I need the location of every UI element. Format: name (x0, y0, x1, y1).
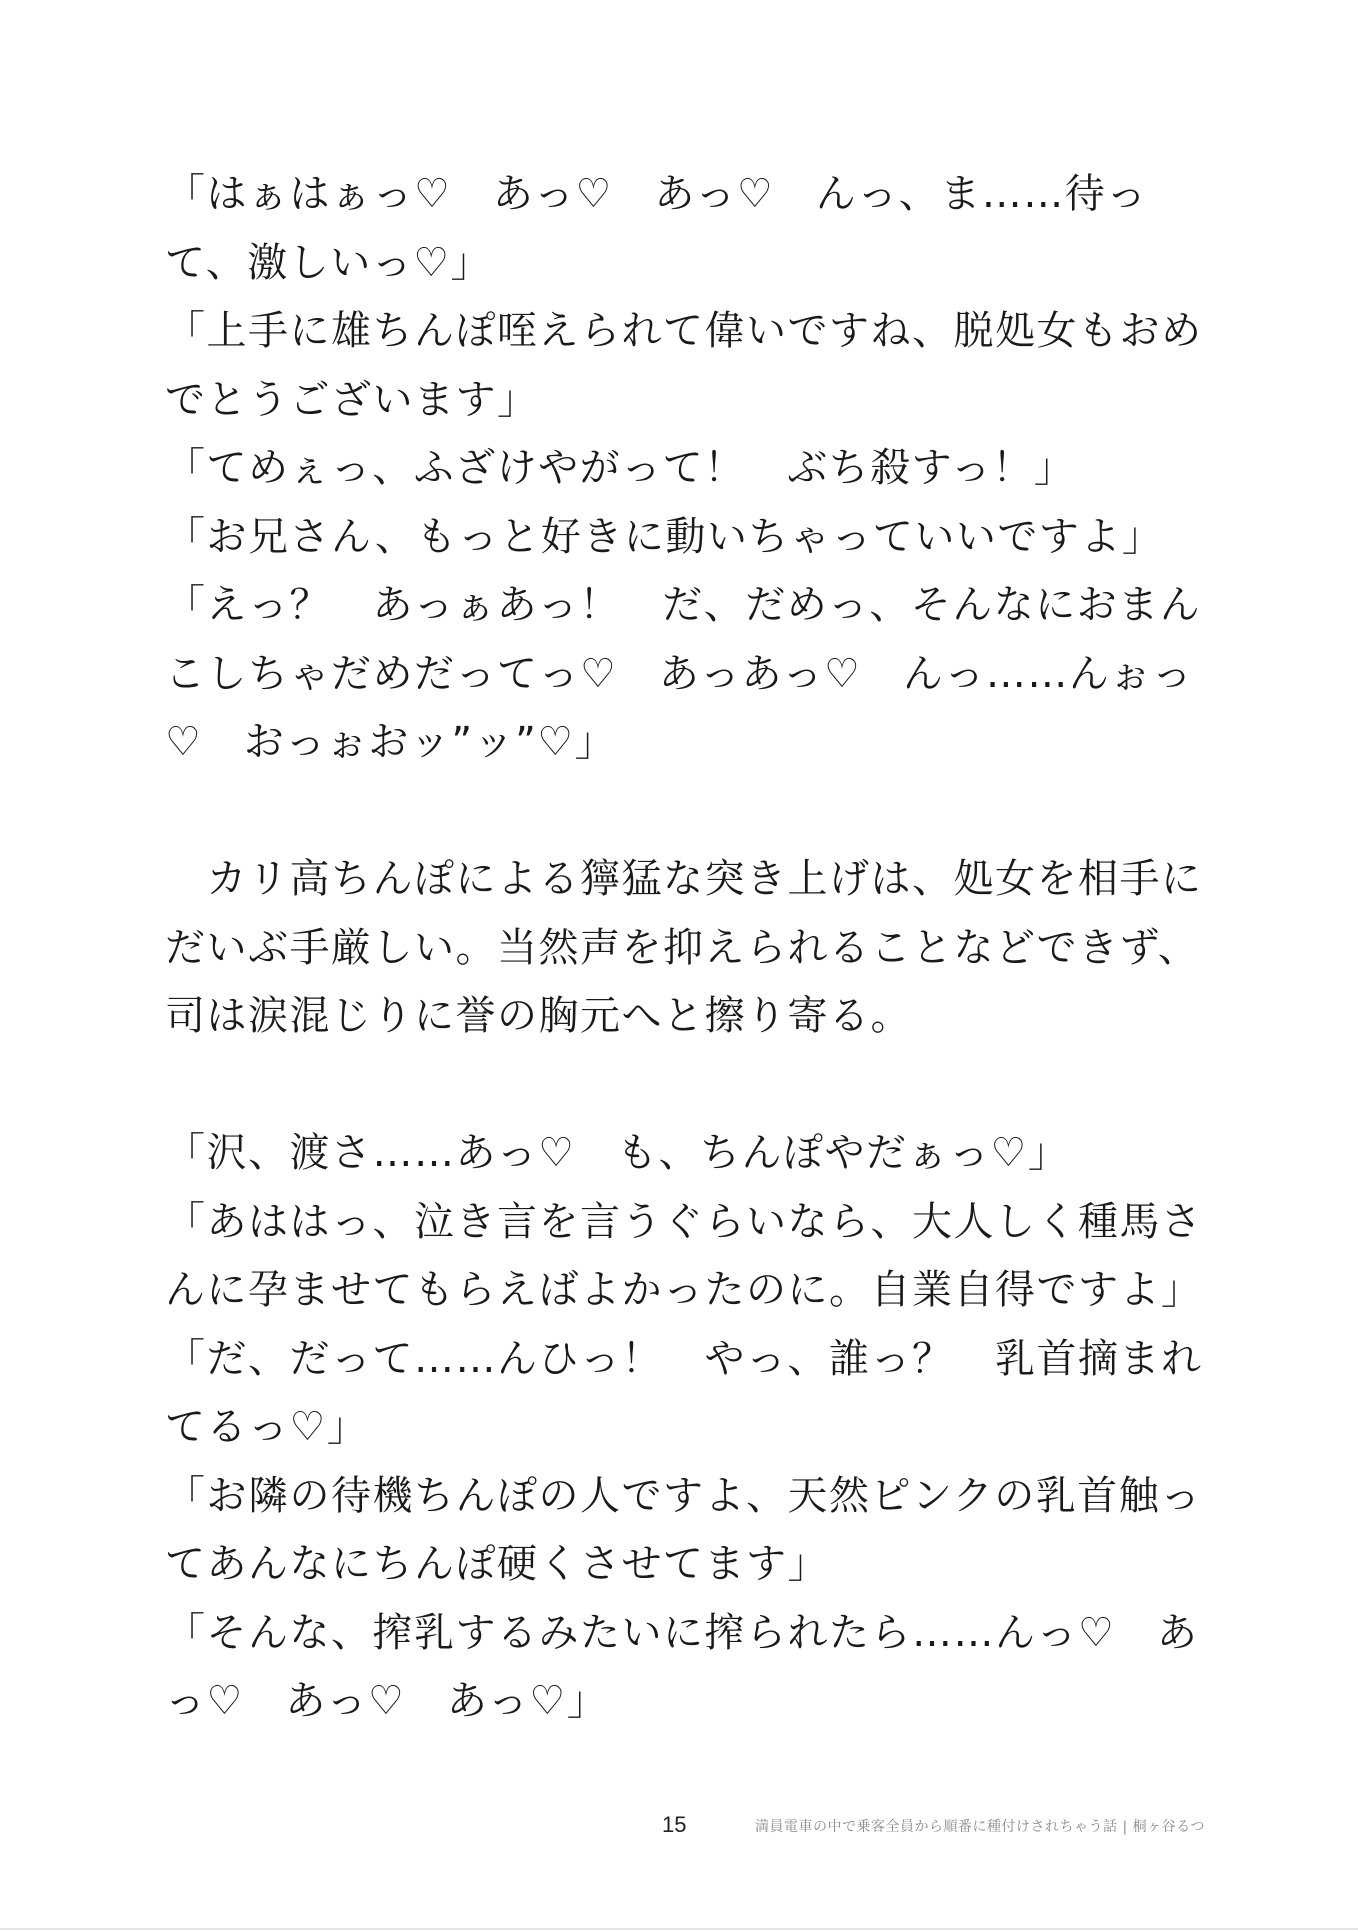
text-line: てあんなにちんぽ硬くさせてます」 (165, 1541, 829, 1587)
text-line: 「えっ？ あっぁあっ！ だ、だめっ、そんなにおまん (165, 582, 1202, 628)
paragraph-gap (165, 777, 1205, 846)
text-line: 「上手に雄ちんぽ咥えられて偉いですね、脱処女もおめ (165, 308, 1203, 354)
text-line: 「沢、渡さ……あっ♡ も、ちんぽやだぁっ♡」 (165, 1130, 1070, 1176)
text-line: 「お兄さん、もっと好きに動いちゃっていいですよ」 (165, 513, 1164, 560)
text-line: 「お隣の待機ちんぽの人ですよ、天然ピンクの乳首触っ (165, 1472, 1202, 1519)
text-line: こしちゃだめだってっ♡ あっあっ♡ んっ……んぉっ (165, 650, 1194, 697)
text-line: んに孕ませてもらえばよかったのに。自業自得ですよ」 (165, 1267, 1203, 1313)
page-footer (0, 1812, 1358, 1852)
page-number: 15 (662, 1812, 687, 1837)
text-line: だいぶ手厳しい。当然声を抑えられることなどできず、 (165, 924, 1200, 971)
running-title: 満員電車の中で乗客全員から順番に種付けされちゃう話 | 桐ヶ谷るつ (755, 1819, 1205, 1835)
text-line: 「はぁはぁっ♡ あっ♡ あっ♡ んっ、ま……待っ (165, 171, 1148, 217)
text-line: 「あははっ、泣き言を言うぐらいなら、大人しく種馬さ (165, 1198, 1203, 1245)
text-line: 「だ、だって……んひっ！ やっ、誰っ？ 乳首摘まれ (165, 1335, 1203, 1382)
text-line: でとうございます」 (165, 376, 539, 423)
text-line: 司は涙混じりに誉の胸元へと擦り寄る。 (165, 993, 912, 1039)
text-line: 「てめぇっ、ふざけやがって！ ぶち殺すっ！」 (165, 445, 1076, 491)
text-line: ♡ おっぉおッ”ッ”♡」 (165, 719, 617, 765)
text-line: 「そんな、搾乳するみたいに搾られたら……んっ♡ あ (165, 1609, 1199, 1656)
text-line: っ♡ あっ♡ あっ♡」 (165, 1678, 609, 1724)
body-text (165, 160, 1205, 1736)
text-line: カリ高ちんぽによる獰猛な突き上げは、処女を相手に (165, 856, 1203, 902)
text-line: て、激しいっ♡」 (165, 239, 493, 286)
text-line: てるっ♡」 (165, 1404, 369, 1450)
paragraph-gap (165, 1051, 1205, 1120)
